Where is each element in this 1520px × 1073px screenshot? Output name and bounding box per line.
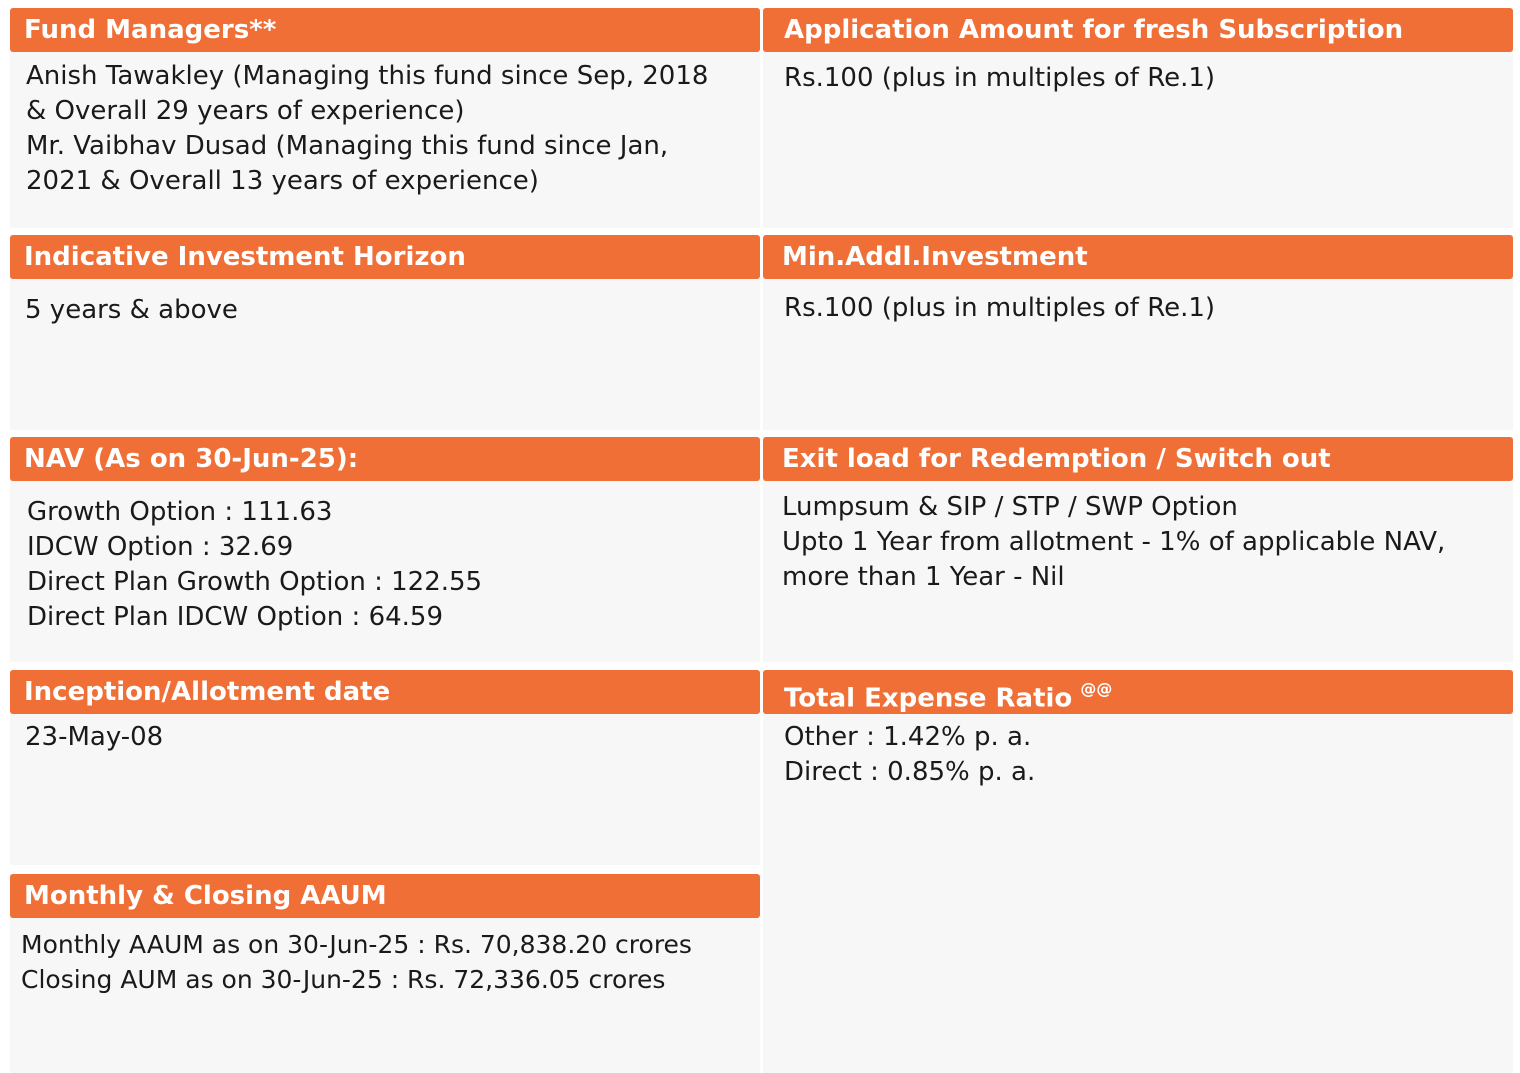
fund-managers-card: [10, 8, 760, 228]
nav-idcw-option: IDCW Option : 32.69: [27, 532, 294, 562]
nav-card: [10, 437, 760, 662]
min-addl-investment-line: Rs.100 (plus in multiples of Re.1): [784, 293, 1216, 323]
exit-load-header: Exit load for Redemption / Switch out: [763, 437, 1513, 481]
nav-direct-idcw-option: Direct Plan IDCW Option : 64.59: [27, 602, 443, 632]
min-addl-investment-header: Min.Addl.Investment: [763, 235, 1513, 279]
fund-managers-header: Fund Managers**: [10, 8, 760, 52]
expense-ratio-footnote-mark: @@: [1080, 679, 1113, 698]
aaum-header: Monthly & Closing AAUM: [10, 874, 760, 918]
investment-horizon-body: [25, 293, 750, 328]
min-addl-investment-card: [763, 235, 1513, 430]
exit-load-body: [782, 490, 1503, 595]
inception-header: Inception/Allotment date: [10, 670, 760, 714]
expense-ratio-header: Total Expense Ratio @@: [763, 670, 1513, 714]
expense-ratio-direct: Direct : 0.85% p. a.: [784, 757, 1036, 787]
aaum-body: [21, 927, 750, 997]
application-amount-header: Application Amount for fresh Subscription: [763, 8, 1513, 52]
aaum-monthly: Monthly AAUM as on 30-Jun-25 : Rs. 70,838.20 crores: [21, 930, 692, 959]
exit-load-line: more than 1 Year - Nil: [782, 562, 1065, 592]
investment-horizon-card: [10, 235, 760, 430]
inception-body: [25, 720, 750, 755]
fund-managers-body: [26, 59, 750, 199]
exit-load-line: Upto 1 Year from allotment - 1% of applicable NAV,: [782, 527, 1446, 557]
expense-ratio-other: Other : 1.42% p. a.: [784, 722, 1032, 752]
aaum-closing: Closing AUM as on 30-Jun-25 : Rs. 72,336.05 crores: [21, 965, 666, 994]
application-amount-card: [763, 8, 1513, 228]
fund-manager-line: & Overall 29 years of experience): [26, 96, 465, 126]
application-amount-line: Rs.100 (plus in multiples of Re.1): [784, 63, 1216, 93]
nav-growth-option: Growth Option : 111.63: [27, 497, 333, 527]
min-addl-investment-body: [784, 291, 1503, 326]
investment-horizon-line: 5 years & above: [25, 295, 238, 325]
investment-horizon-header: Indicative Investment Horizon: [10, 235, 760, 279]
inception-card: [10, 670, 760, 865]
exit-load-line: Lumpsum & SIP / STP / SWP Option: [782, 492, 1238, 522]
application-amount-body: [784, 61, 1503, 96]
inception-date: 23-May-08: [25, 722, 164, 752]
fund-manager-line: Anish Tawakley (Managing this fund since Sep, 2018: [26, 61, 709, 91]
aaum-card: [10, 874, 760, 1073]
expense-ratio-body: [784, 720, 1503, 790]
nav-header: NAV (As on 30-Jun-25):: [10, 437, 760, 481]
exit-load-card: [763, 437, 1513, 662]
expense-ratio-card: [763, 670, 1513, 1073]
nav-body: [27, 495, 750, 635]
fund-manager-line: Mr. Vaibhav Dusad (Managing this fund since Jan,: [26, 131, 669, 161]
nav-direct-growth-option: Direct Plan Growth Option : 122.55: [27, 567, 483, 597]
fund-manager-line: 2021 & Overall 13 years of experience): [26, 166, 539, 196]
